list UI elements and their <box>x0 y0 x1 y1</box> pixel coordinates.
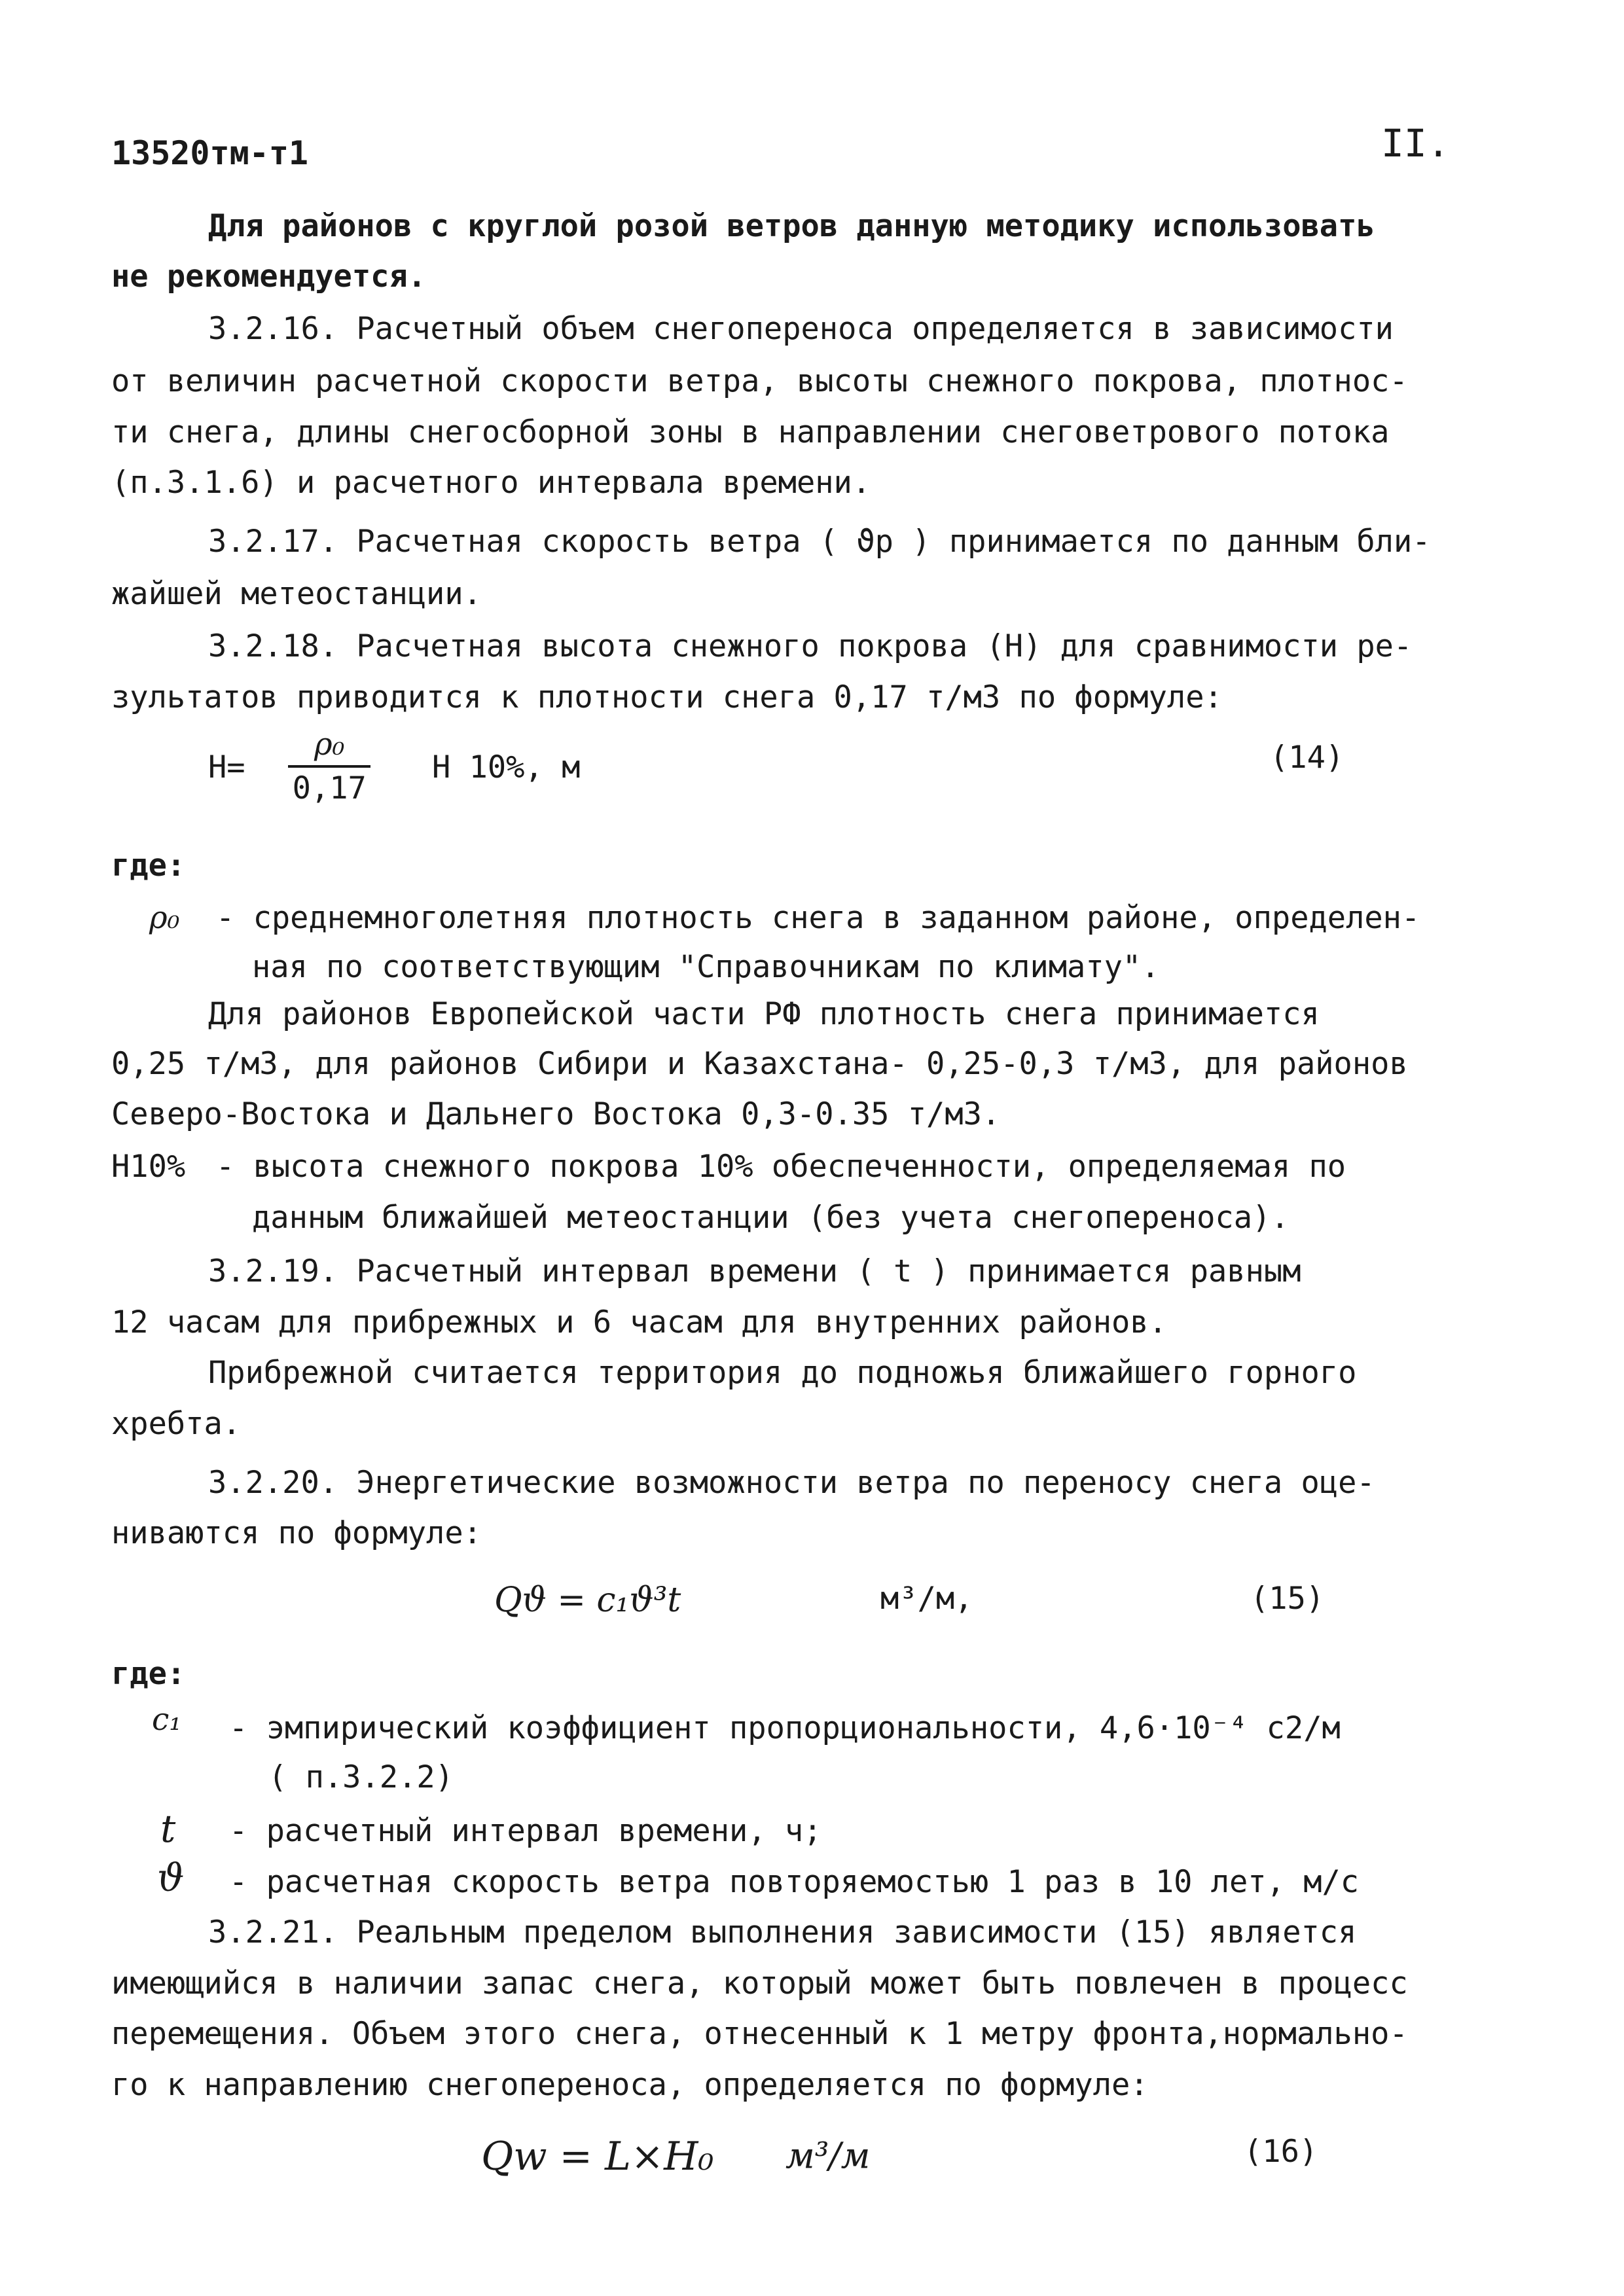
text-line: не рекомендуется. <box>111 259 427 295</box>
formula-15-number: (15) <box>1250 1581 1325 1617</box>
rho-symbol: ρ₀ <box>149 900 180 936</box>
text-line: 3.2.17. Расчетная скорость ветра ( ϑр ) принимается по данным бли- <box>208 524 1431 560</box>
text-line: ти снега, длины снегосборной зоны в направлении снеговетрового потока <box>111 414 1390 450</box>
text-line: - высота снежного покрова 10% обеспеченности, определяемая по <box>216 1149 1346 1185</box>
text-line: жайшей метеостанции. <box>111 576 482 612</box>
formula-14-denominator: 0,17 <box>292 770 367 806</box>
text-line: от величин расчетной скорости ветра, высоты снежного покрова, плотнос- <box>111 363 1408 399</box>
formula-15-expression: Qϑ = c₁ϑ³t <box>494 1581 681 1620</box>
text-line: - расчетный интервал времени, ч; <box>229 1813 822 1849</box>
text-line: 3.2.19. Расчетный интервал времени ( t ) принимается равным <box>208 1253 1301 1289</box>
c1-symbol: c₁ <box>152 1702 182 1738</box>
text-line: перемещения. Объем этого снега, отнесенный к 1 метру фронта,нормально- <box>111 2016 1408 2052</box>
formula-16-unit: м³/м <box>785 2135 871 2176</box>
where-label: где: <box>111 848 186 884</box>
formula-16-number: (16) <box>1244 2134 1318 2170</box>
text-line: данным ближайшей метеостанции (без учета снегопереноса). <box>252 1200 1290 1236</box>
formula-14-number: (14) <box>1270 740 1344 776</box>
text-line: 0,25 т/м3, для районов Сибири и Казахстана- 0,25-0,3 т/м3, для районов <box>111 1046 1408 1082</box>
document-id: 13520тм-т1 <box>111 134 309 172</box>
text-line: - эмпирический коэффициент пропорциональности, 4,6·10⁻⁴ с2/м <box>229 1710 1341 1746</box>
text-line: ( п.3.2.2) <box>268 1759 454 1795</box>
text-line: (п.3.1.6) и расчетного интервала времени. <box>111 465 871 501</box>
formula-15-unit: м³/м, <box>880 1581 973 1617</box>
text-line: ная по соответствующим "Справочникам по климату". <box>252 949 1160 985</box>
where-label: где: <box>111 1656 186 1692</box>
t-symbol: t <box>160 1806 176 1851</box>
text-line: Прибрежной считается территория до подножья ближайшего горного <box>208 1355 1357 1391</box>
text-line: - среднемноголетняя плотность снега в заданном районе, определен- <box>216 900 1420 936</box>
text-line: Для районов с круглой розой ветров данную методику использовать <box>208 208 1375 244</box>
text-line: хребта. <box>111 1406 242 1442</box>
text-line: 3.2.18. Расчетная высота снежного покрова (Н) для сравнимости ре- <box>208 628 1413 664</box>
formula-14-rhs: Н 10%, м <box>432 749 581 785</box>
h10-symbol: Н10% <box>111 1149 186 1185</box>
formula-14-fraction <box>288 726 370 806</box>
text-line: го к направлению снегопереноса, определяется по формуле: <box>111 2067 1149 2103</box>
page-number: II. <box>1381 121 1450 166</box>
text-line: зультатов приводится к плотности снега 0,17 т/м3 по формуле: <box>111 679 1223 715</box>
v-symbol: ϑ <box>157 1856 185 1900</box>
text-line: Северо-Востока и Дальнего Востока 0,3-0.35 т/м3. <box>111 1096 1001 1132</box>
text-line: - расчетная скорость ветра повторяемостью 1 раз в 10 лет, м/с <box>229 1864 1360 1900</box>
text-line: 3.2.20. Энергетические возможности ветра по переносу снега оце- <box>208 1465 1375 1501</box>
formula-14-lhs: Н= <box>208 749 245 785</box>
text-line: Для районов Европейской части РФ плотность снега принимается <box>208 996 1320 1032</box>
text-line: имеющийся в наличии запас снега, который может быть повлечен в процесс <box>111 1965 1408 2001</box>
text-line: ниваются по формуле: <box>111 1515 482 1551</box>
text-line: 12 часам для прибрежных и 6 часам для внутренних районов. <box>111 1304 1167 1340</box>
formula-14-numerator: ρ₀ <box>288 726 370 768</box>
text-line: 3.2.16. Расчетный объем снегопереноса определяется в зависимости <box>208 311 1394 347</box>
text-line: 3.2.21. Реальным пределом выполнения зависимости (15) является <box>208 1914 1357 1950</box>
formula-16-expression: Qw = L×H₀ <box>481 2134 714 2179</box>
